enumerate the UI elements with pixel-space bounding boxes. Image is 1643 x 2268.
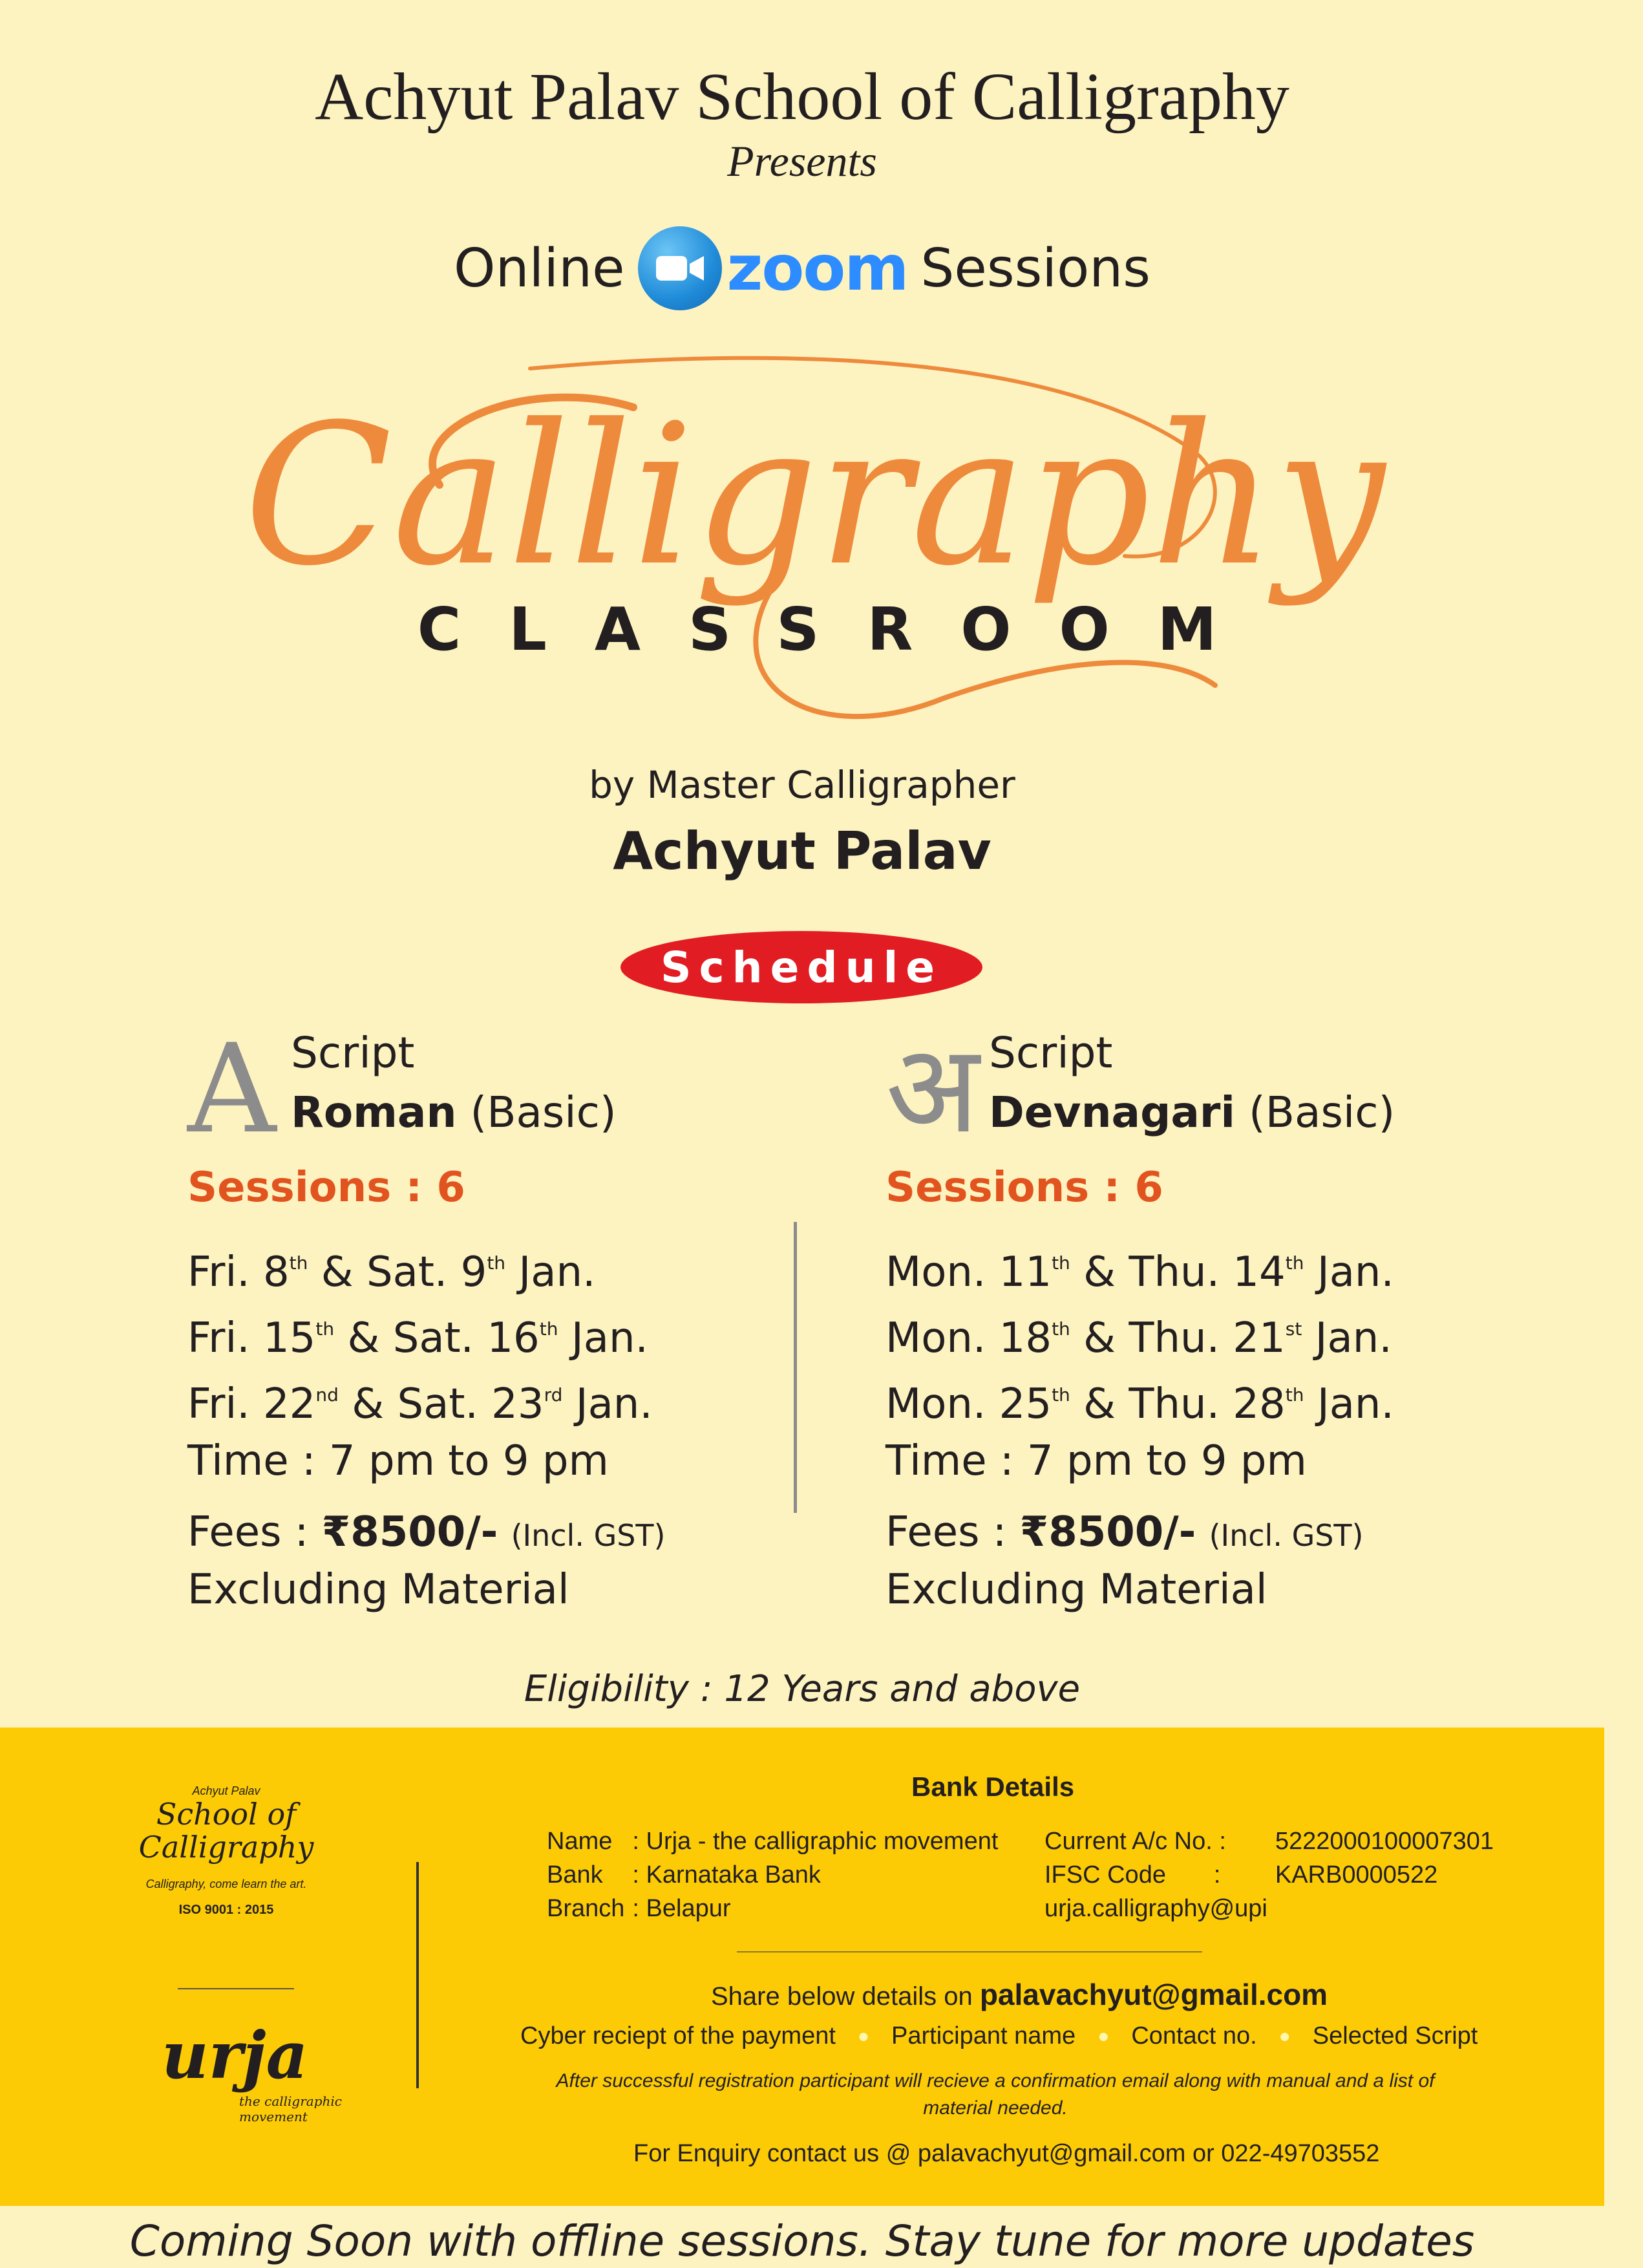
calligraphy-script-title — [244, 349, 1385, 750]
classroom-heading: CLASSROOM — [417, 595, 1265, 664]
urja-tagline: the calligraphic movement — [239, 2093, 342, 2124]
session-dates — [187, 1235, 769, 1490]
date-row: Mon. 11th & Thu. 14th Jan. — [885, 1248, 1394, 1296]
script-name: Roman — [291, 1087, 457, 1137]
bank-row: urja.calligraphy@upi — [1044, 1895, 1267, 1922]
bank-row: Name : Urja - the calligraphic movement — [547, 1828, 999, 1855]
bank-separator — [737, 1951, 1202, 1952]
fees-block — [187, 1505, 769, 1617]
share-email-link[interactable]: palavachyut@gmail.com — [979, 1978, 1328, 2011]
zoom-logo — [638, 226, 908, 310]
eligibility-text: Eligibility : 12 Years and above — [524, 1668, 1081, 1710]
fees-amount: ₹8500/- — [1019, 1508, 1196, 1556]
share-prefix: Share below details on — [711, 1982, 980, 2011]
bank-row: IFSC Code : KARB0000522 — [1044, 1861, 1438, 1888]
date-row: Mon. 25th & Thu. 28th Jan. — [885, 1380, 1394, 1428]
online-zoom-row — [0, 226, 1604, 310]
logo-separator — [178, 1988, 294, 1989]
bullet-icon: ● — [1278, 2025, 1291, 2047]
column-divider — [794, 1222, 797, 1513]
bank-row: Branch : Belapur — [547, 1895, 731, 1922]
zoom-wordmark: zoom — [726, 232, 908, 305]
online-text: Online — [454, 237, 625, 299]
master-name: Achyut Palav — [613, 821, 991, 881]
devnagari-script-column — [885, 1018, 1467, 1617]
script-level: (Basic) — [470, 1087, 617, 1137]
school-logo — [129, 1784, 323, 1918]
share-details-line — [711, 1977, 1328, 2012]
logo-tagline: Calligraphy, come learn the art. — [145, 1878, 307, 1891]
date-row: Mon. 18th & Thu. 21st Jan. — [885, 1314, 1392, 1362]
required-fields — [520, 2022, 1478, 2050]
by-master-text: by Master Calligrapher — [589, 763, 1015, 807]
schedule-badge: Schedule — [620, 931, 982, 1003]
field-item: Selected Script — [1312, 2022, 1478, 2049]
date-row: Fri. 15th & Sat. 16th Jan. — [187, 1314, 648, 1362]
calligraphy-word: Calligraphy — [244, 383, 1385, 608]
school-title: Achyut Palav School of Calligraphy — [315, 59, 1289, 134]
fees-label: Fees : — [187, 1508, 322, 1556]
script-label: Script — [291, 1028, 415, 1078]
fees-block — [885, 1505, 1467, 1617]
excluding-material: Excluding Material — [187, 1566, 569, 1614]
fees-label: Fees : — [885, 1508, 1020, 1556]
session-dates — [885, 1235, 1467, 1490]
registration-notice: After successful registration participant will recieve a confirmation email along with manual and a list of material needed. — [556, 2070, 1435, 2119]
session-time: Time : 7 pm to 9 pm — [885, 1437, 1307, 1485]
script-label: Script — [989, 1028, 1113, 1078]
logo-top-text: Achyut Palav — [192, 1784, 260, 1797]
bank-row: Current A/c No. : 5222000100007301 — [1044, 1828, 1494, 1855]
bullet-icon: ● — [857, 2025, 870, 2047]
panel-divider — [416, 1862, 419, 2088]
date-row: Fri. 8th & Sat. 9th Jan. — [187, 1248, 596, 1296]
bullet-icon: ● — [1097, 2025, 1110, 2047]
fees-amount: ₹8500/- — [321, 1508, 498, 1556]
fees-gst: (Incl. GST) — [511, 1518, 666, 1553]
bank-info-right — [1041, 1824, 1498, 1925]
enquiry-contact: For Enquiry contact us @ palavachyut@gmail.com or 022-49703552 — [633, 2140, 1380, 2167]
presents-text: Presents — [727, 136, 877, 186]
script-level: (Basic) — [1249, 1087, 1395, 1137]
iso-badge: ISO 9001 : 2015 — [178, 1903, 274, 1918]
fees-gst: (Incl. GST) — [1209, 1518, 1364, 1553]
bank-info-left — [543, 1824, 1002, 1925]
sessions-text: Sessions — [920, 237, 1150, 299]
sessions-count: Sessions : 6 — [885, 1164, 1163, 1212]
logo-school-name: School of Calligraphy — [138, 1797, 314, 1865]
bank-details-title: Bank Details — [911, 1771, 1075, 1802]
urja-logo — [162, 2017, 375, 2124]
roman-script-column — [187, 1018, 769, 1617]
script-name: Devnagari — [989, 1087, 1236, 1137]
roman-letter-icon: A — [187, 1018, 277, 1161]
urja-wordmark: urja — [162, 2017, 308, 2093]
field-item: Cyber reciept of the payment — [520, 2022, 836, 2049]
devnagari-letter-icon: अ — [885, 1018, 980, 1161]
field-item: Participant name — [891, 2022, 1076, 2049]
coming-soon-footer: Coming Soon with offline sessions. Stay tune for more updates — [129, 2216, 1475, 2266]
excluding-material: Excluding Material — [885, 1566, 1267, 1614]
field-item: Contact no. — [1131, 2022, 1257, 2049]
bank-row: Bank : Karnataka Bank — [547, 1861, 821, 1888]
session-time: Time : 7 pm to 9 pm — [187, 1437, 609, 1485]
video-camera-icon — [638, 226, 722, 310]
sessions-count: Sessions : 6 — [187, 1164, 465, 1212]
date-row: Fri. 22nd & Sat. 23rd Jan. — [187, 1380, 653, 1428]
